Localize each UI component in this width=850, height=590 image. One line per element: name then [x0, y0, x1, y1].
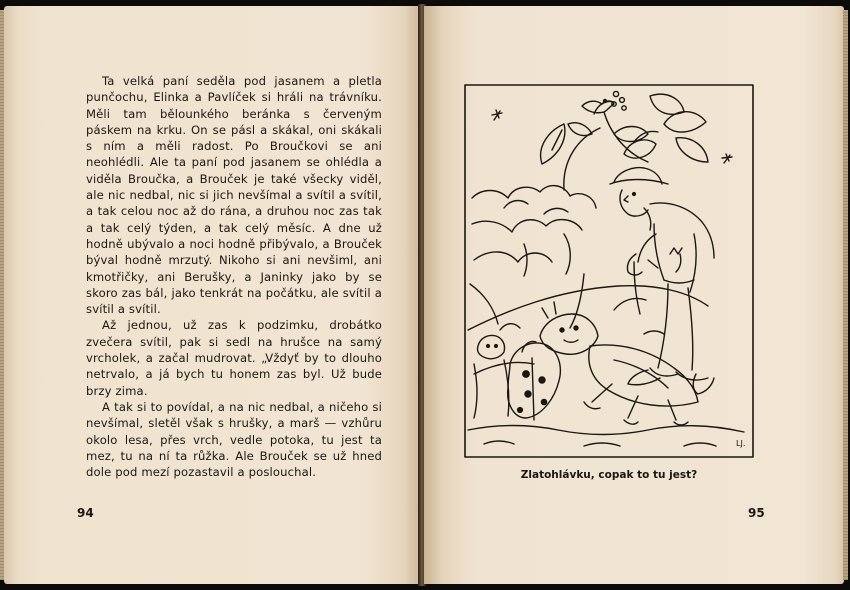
- illustration-caption: Zlatohlávku, copak to tu jest?: [520, 469, 698, 481]
- paragraph-1: Ta velká paní seděla pod jasanem a pletla punčochu, Elinka a Pavlíček si hráli na trávníku. Měli tam bělounkého beránka s červeným páskem na krku. On se pásl a skákal, oni skákali s ním a měli radost. Po Broučkovi se ani neohlédli. Ale ta paní pod jasanem se ohlédla a viděla Broučka, a Brouček je také všecky viděl, ale nic nedbal, nic si jich nevšímal a svítil a svítil, a tak celou noc až do rána, a druhou noc zas tak a tak celý týden, a tak celý měsíc. A dne už hodně ubývalo a noci hodně přibývalo, a Brouček býval hodně mrzutý. Nikoho si ani nevšiml, ani kmotřičky, ani Berušky, a Janinky jako by se skoro zas bál, jako tenkrát na počátku, ale svítil a svítil a svítil.: [86, 74, 382, 317]
- page-number-right: 95: [748, 506, 765, 520]
- left-page: [4, 6, 420, 584]
- page-edges-right: [843, 10, 848, 580]
- body-text: [86, 73, 382, 480]
- page-number-left: 94: [77, 506, 94, 520]
- illustration: [464, 84, 754, 458]
- paragraph-3: A tak si to povídal, a na nic nedbal, a ničeho si nevšímal, sletěl však s hrušky, a marš — vzhůru okolo lesa, přes vrch, vedle potoka, tu jest ta mez, tu na ní ta růžka. Ale Brouček se už hned dole pod mezí pozastavil a poslouchal.: [86, 399, 382, 480]
- paragraph-2: Až jednou, už zas k podzimku, drobátko zvečera svítil, pak si sedl na hrušce na samý vrcholek, a začal mudrovat. „Vždyť by to dlouho netrvalo, a já bych tu honem zas byl. Už bude brzy zima.: [86, 318, 382, 398]
- illustrator-signature: LJ.: [736, 439, 746, 448]
